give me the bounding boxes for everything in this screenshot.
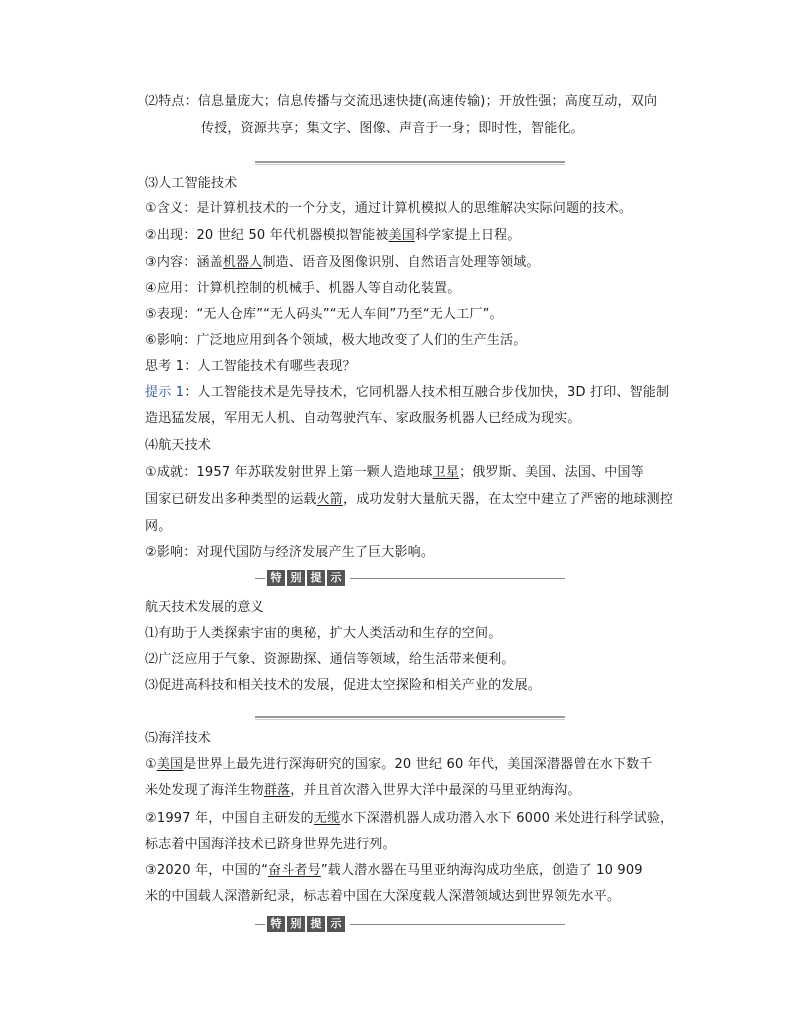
answer-blank: 火箭 — [316, 492, 344, 507]
text: ②影响：对现代国防与经济发展产生了巨大影响。 — [145, 545, 435, 560]
text: 传授，资源共享；集文字、图像、声音于一身；即时性，智能化。 — [201, 121, 584, 136]
space-achievement-3 — [145, 519, 171, 535]
tip-title — [145, 600, 264, 616]
text: ”载人潜水器在马里亚纳海沟成功坐底，创造了 10 909 — [320, 863, 643, 878]
ocean-point-3a — [145, 863, 643, 879]
text: ；俄罗斯、美国、法国、中国等 — [459, 465, 644, 480]
text: ④应用：计算机控制的机械手、机器人等自动化装置。 — [145, 281, 461, 296]
think-question — [145, 359, 356, 375]
ocean-point-3b — [145, 889, 620, 905]
ai-meaning — [145, 201, 632, 217]
text: 水下深潜机器人成功潜入水下 6000 米处进行科学试验， — [340, 811, 674, 826]
hint-line-2 — [145, 411, 581, 427]
answer-blank: 美国 — [388, 228, 415, 243]
answer-blank: 卫星 — [432, 465, 460, 480]
text: 科学家提上日程。 — [414, 228, 521, 243]
text: 米的中国载人深潜新纪录，标志着中国在大深度载人深潜领域达到世界领先水平。 — [145, 889, 621, 904]
text: ：人工智能技术是先导技术，它同机器人技术相互融合步伐加快，3D 打印、智能制 — [184, 385, 670, 400]
text: ③2020 年，中国的“ — [145, 863, 269, 878]
hint-line-1 — [145, 385, 669, 401]
tip-point-3 — [145, 678, 541, 694]
features-line-2 — [201, 121, 584, 137]
text: ①含义：是计算机技术的一个分支，通过计算机模拟人的思维解决实际问题的技术。 — [145, 201, 633, 216]
ocean-heading — [145, 731, 211, 747]
text: 网。 — [145, 519, 172, 534]
text: ②出现：20 世纪 50 年代机器模拟智能被 — [145, 228, 389, 243]
text: ① — [145, 757, 157, 772]
special-tip-badge — [267, 570, 345, 586]
text: ①成就：1957 年苏联发射世界上第一颗人造地球 — [145, 465, 433, 480]
special-tip-banner — [255, 916, 565, 932]
badge-char: 别 — [287, 570, 305, 586]
space-achievement-2 — [145, 492, 673, 508]
ai-emergence — [145, 228, 521, 244]
answer-blank: 群落 — [263, 783, 291, 798]
answer-blank: 奋斗者号 — [268, 863, 321, 878]
space-heading — [145, 438, 211, 454]
badge-char: 特 — [267, 570, 285, 586]
badge-char: 特 — [267, 916, 285, 932]
badge-char: 示 — [327, 916, 345, 932]
ocean-point-1b — [145, 783, 581, 799]
text: ，成功发射大量航天器，在太空中建立了严密的地球测控 — [343, 492, 674, 507]
section-divider — [255, 157, 565, 167]
special-tip-badge — [267, 916, 345, 932]
answer-blank: 机器人 — [222, 255, 263, 270]
ocean-point-2a — [145, 811, 673, 827]
text: ⑷航天技术 — [145, 438, 212, 453]
answer-blank: 美国 — [156, 757, 184, 772]
special-tip-banner — [255, 570, 565, 586]
text: 国家已研发出多种类型的运载 — [145, 492, 317, 507]
text: ⑵广泛应用于气象、资源勘探、通信等领域，给生活带来便利。 — [145, 652, 515, 667]
ai-manifestation — [145, 307, 503, 323]
text: 制造、语音及图像识别、自然语言处理等领域。 — [262, 255, 540, 270]
ai-application — [145, 281, 460, 297]
text: ②1997 年，中国自主研发的 — [145, 811, 314, 826]
text: ⑤表现：“无人仓库”“无人码头”“无人车间”乃至“无人工厂”。 — [145, 307, 503, 322]
text: 是世界上最先进行深海研究的国家。20 世纪 60 年代，美国深潜器曾在水下数千 — [183, 757, 653, 772]
text: ⑶人工智能技术 — [145, 176, 238, 191]
text: ⑵特点：信息量庞大；信息传播与交流迅速快捷(高速传输)；开放性强；高度互动，双向 — [145, 94, 658, 109]
tip-point-2 — [145, 652, 515, 668]
space-impact — [145, 545, 434, 561]
text: 思考 1：人工智能技术有哪些表现？ — [145, 359, 356, 374]
answer-blank: 无缆 — [313, 811, 341, 826]
text: ，并且首次潜入世界大洋中最深的马里亚纳海沟。 — [290, 783, 581, 798]
section-divider — [255, 712, 565, 722]
badge-char: 提 — [307, 916, 325, 932]
badge-char: 别 — [287, 916, 305, 932]
ai-impact — [145, 333, 526, 349]
text: 航天技术发展的意义 — [145, 600, 264, 615]
text: ⑴有助于人类探索宇宙的奥秘，扩大人类活动和生存的空间。 — [145, 626, 502, 641]
text: ⑥影响：广泛地应用到各个领域，极大地改变了人们的生产生活。 — [145, 333, 527, 348]
text: 标志着中国海洋技术已跻身世界先进行列。 — [145, 837, 396, 852]
features-line-1 — [145, 94, 657, 110]
ai-content — [145, 255, 540, 271]
ocean-point-1a — [145, 757, 653, 773]
space-achievement-1 — [145, 465, 644, 481]
text: ⑶促进高科技和相关技术的发展，促进太空探险和相关产业的发展。 — [145, 678, 542, 693]
text: ③内容：涵盖 — [145, 255, 223, 270]
hint-label: 提示 1 — [145, 385, 185, 400]
text: 造迅猛发展，军用无人机、自动驾驶汽车、家政服务机器人已经成为现实。 — [145, 411, 581, 426]
ocean-point-2b — [145, 837, 396, 853]
badge-char: 提 — [307, 570, 325, 586]
text: 米处发现了海洋生物 — [145, 783, 264, 798]
tip-point-1 — [145, 626, 501, 642]
badge-char: 示 — [327, 570, 345, 586]
text: ⑸海洋技术 — [145, 731, 212, 746]
ai-heading — [145, 176, 237, 192]
